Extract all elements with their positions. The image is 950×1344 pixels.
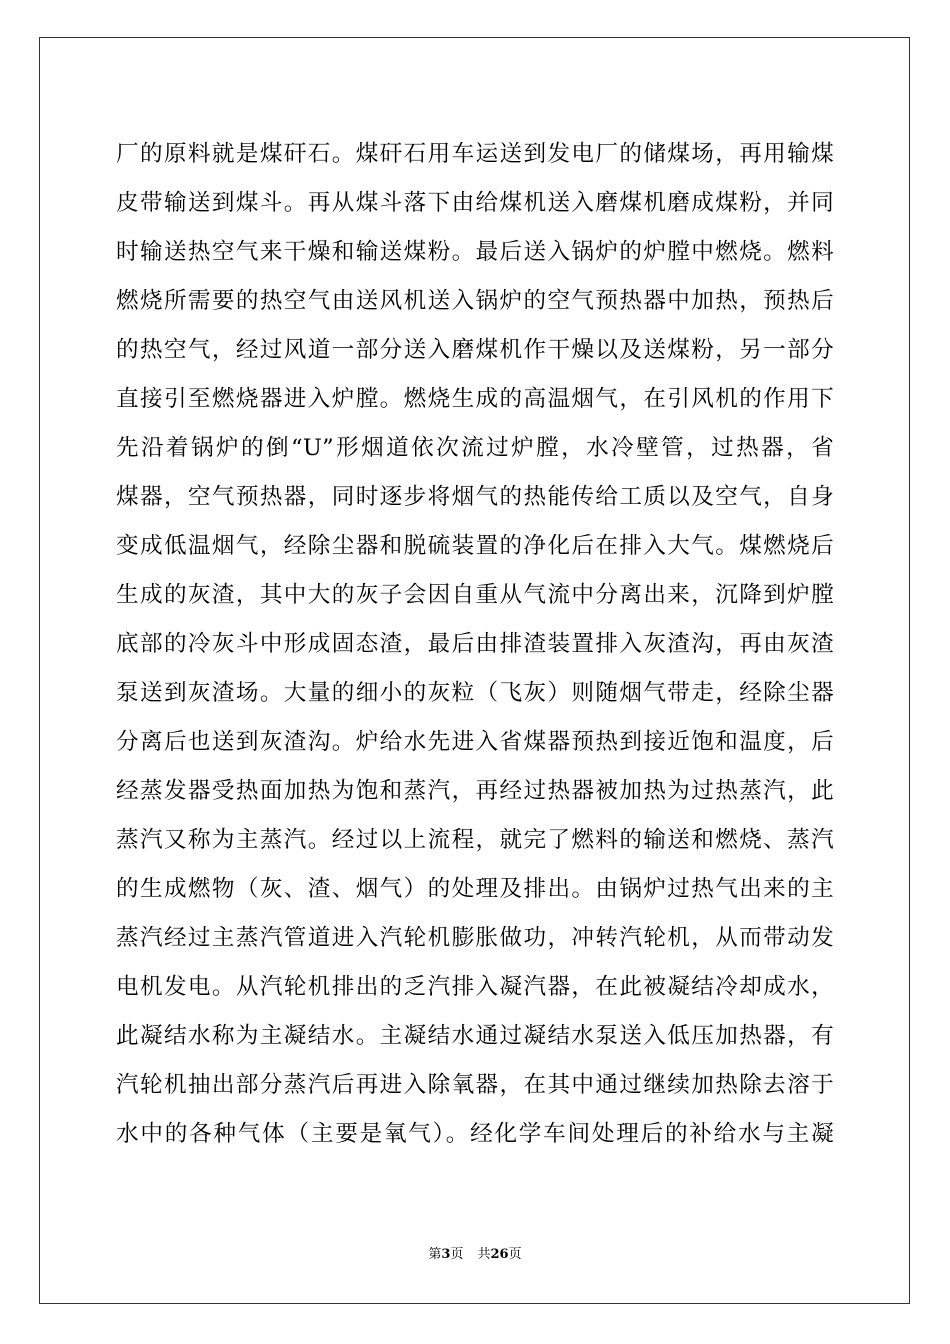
text-line: 汽轮机抽出部分蒸汽后再进入除氧器，在其中通过继续加热除去溶于 (116, 1072, 834, 1098)
text-line: 直接引至燃烧器进入炉膛。燃烧生成的高温烟气，在引风机的作用下 (116, 386, 834, 412)
total-suffix: 页 (508, 1247, 522, 1262)
text-line: 的热空气，经过风道一部分送入磨煤机作干燥以及送煤粉，另一部分 (116, 337, 834, 363)
body-text (116, 130, 834, 1159)
text-line: 时输送热空气来干燥和输送煤粉。最后送入锅炉的炉膛中燃烧。燃料 (116, 239, 834, 265)
page-prefix: 第 (428, 1247, 442, 1262)
text-line: 变成低温烟气，经除尘器和脱硫装置的净化后在排入大气。煤燃烧后 (116, 533, 834, 559)
text-line: 电机发电。从汽轮机排出的乏汽排入凝汽器，在此被凝结冷却成水， (116, 974, 834, 1000)
page-suffix: 页 (450, 1247, 464, 1262)
text-line: 泵送到灰渣场。大量的细小的灰粒（飞灰）则随烟气带走，经除尘器 (116, 680, 834, 706)
text-line: 煤器，空气预热器，同时逐步将烟气的热能传给工质以及空气，自身 (116, 484, 834, 510)
text-line: 皮带输送到煤斗。再从煤斗落下由给煤机送入磨煤机磨成煤粉，并同 (116, 190, 834, 216)
text-line: 的生成燃物（灰、渣、烟气）的处理及排出。由锅炉过热气出来的主 (116, 876, 834, 902)
text-line: 此凝结水称为主凝结水。主凝结水通过凝结水泵送入低压加热器，有 (116, 1023, 834, 1049)
text-line: 底部的冷灰斗中形成固态渣，最后由排渣装置排入灰渣沟，再由灰渣 (116, 631, 834, 657)
text-line: 先沿着锅炉的倒“U”形烟道依次流过炉膛，水冷壁管，过热器，省 (116, 435, 834, 461)
current-page-number: 3 (441, 1247, 451, 1262)
text-line: 分离后也送到灰渣沟。炉给水先进入省煤器预热到接近饱和温度，后 (116, 729, 834, 755)
text-line: 厂的原料就是煤矸石。煤矸石用车运送到发电厂的储煤场，再用输煤 (116, 141, 834, 167)
text-line: 水中的各种气体（主要是氧气）。经化学车间处理后的补给水与主凝 (116, 1121, 834, 1147)
text-line: 经蒸发器受热面加热为饱和蒸汽，再经过热器被加热为过热蒸汽，此 (116, 778, 834, 804)
total-prefix: 共 (477, 1247, 491, 1262)
page-footer (0, 1246, 950, 1264)
text-line: 生成的灰渣，其中大的灰子会因自重从气流中分离出来，沉降到炉膛 (116, 582, 834, 608)
text-line: 蒸汽又称为主蒸汽。经过以上流程，就完了燃料的输送和燃烧、蒸汽 (116, 827, 834, 853)
total-page-count: 26 (490, 1247, 509, 1262)
text-line: 蒸汽经过主蒸汽管道进入汽轮机膨胀做功，冲转汽轮机，从而带动发 (116, 925, 834, 951)
text-line: 燃烧所需要的热空气由送风机送入锅炉的空气预热器中加热，预热后 (116, 288, 834, 314)
